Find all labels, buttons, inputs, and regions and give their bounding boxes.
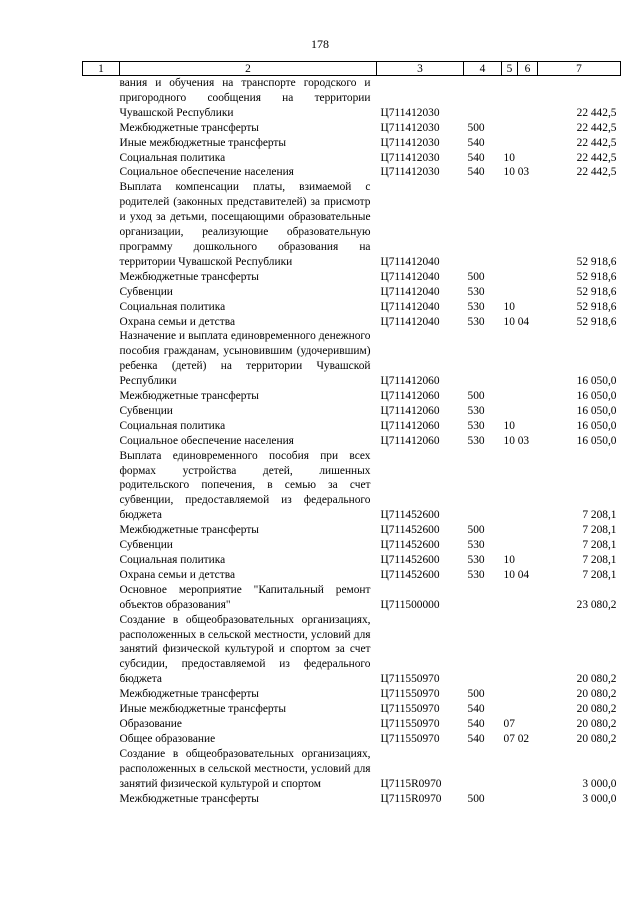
row-expense-type: 540	[467, 166, 485, 179]
row-name: Социальное обеспечение населения	[119, 434, 294, 447]
table-row	[83, 136, 621, 151]
row-expense-type	[464, 583, 502, 613]
row-expense-type	[464, 613, 502, 688]
row-section	[502, 687, 538, 702]
row-sum: 20 080,2	[576, 688, 617, 701]
row-expense-type: 540	[467, 151, 485, 164]
table-row	[83, 568, 621, 583]
row-section	[502, 449, 538, 524]
row-name: Межбюджетные трансферты	[119, 270, 259, 283]
table-row	[83, 538, 621, 553]
row-name: Выплата единовременного пособия при всех формах устройства детей, лишенных родительского попечения, в семью за счет субвенции, предоставляемой из федерального бюджета	[119, 449, 371, 522]
row-expense-type: 530	[467, 419, 485, 432]
row-number-cell	[83, 315, 120, 330]
row-number-cell	[83, 329, 120, 389]
row-code: Ц711452600	[380, 509, 440, 522]
row-number-cell	[83, 121, 120, 136]
header-col-5: 5	[502, 62, 518, 76]
row-number-cell	[83, 687, 120, 702]
row-number-cell	[83, 523, 120, 538]
row-number-cell	[83, 553, 120, 568]
row-expense-type: 530	[467, 300, 485, 313]
row-number-cell	[83, 180, 120, 269]
table-row	[83, 404, 621, 419]
table-row	[83, 702, 621, 717]
row-sum: 7 208,1	[582, 539, 617, 552]
row-number-cell	[83, 404, 120, 419]
row-name: Иные межбюджетные трансферты	[119, 136, 287, 149]
row-code: Ц711412040	[380, 300, 440, 313]
row-sum: 16 050,0	[576, 419, 617, 432]
table-row	[83, 270, 621, 285]
row-sum: 20 080,2	[576, 703, 617, 716]
table-row	[83, 687, 621, 702]
row-section: 10 03	[503, 434, 530, 447]
row-expense-type: 540	[467, 732, 485, 745]
row-code: Ц711412060	[380, 434, 440, 447]
row-code: Ц711452600	[380, 568, 440, 581]
row-section	[502, 136, 538, 151]
row-section	[502, 613, 538, 688]
row-name: Субвенции	[119, 404, 173, 417]
table-row	[83, 285, 621, 300]
header-col-1: 1	[83, 62, 120, 76]
budget-table-container	[82, 61, 620, 806]
table-body	[83, 76, 621, 807]
row-name: Субвенции	[119, 539, 173, 552]
row-section	[502, 404, 538, 419]
row-name: Социальная политика	[119, 151, 226, 164]
row-name: Социальное обеспечение населения	[119, 166, 294, 179]
row-number-cell	[83, 732, 120, 747]
row-sum: 23 080,2	[576, 598, 617, 611]
row-number-cell	[83, 747, 120, 792]
row-expense-type: 500	[467, 524, 485, 537]
table-row	[83, 329, 621, 389]
row-number-cell	[83, 151, 120, 166]
row-sum: 3 000,0	[582, 792, 617, 805]
row-code: Ц711452600	[380, 524, 440, 537]
row-name: Межбюджетные трансферты	[119, 390, 259, 403]
row-number-cell	[83, 165, 120, 180]
row-expense-type: 530	[467, 554, 485, 566]
row-code: Ц711412030	[380, 106, 440, 119]
row-number-cell	[83, 583, 120, 613]
row-expense-type	[464, 449, 502, 524]
row-code: Ц711550970	[380, 688, 440, 701]
row-name: Межбюджетные трансферты	[119, 121, 259, 134]
row-expense-type	[464, 180, 502, 269]
row-number-cell	[83, 285, 120, 300]
table-row	[83, 717, 621, 732]
row-section: 07 02	[503, 732, 530, 745]
row-section	[502, 76, 538, 121]
row-sum: 7 208,1	[582, 568, 617, 581]
row-section	[502, 583, 538, 613]
row-name: Социальная политика	[119, 300, 226, 313]
row-expense-type: 500	[467, 390, 485, 403]
row-expense-type: 540	[467, 717, 485, 730]
row-code: Ц711452600	[380, 539, 440, 552]
row-sum: 20 080,2	[576, 732, 617, 745]
page-number: 178	[311, 37, 329, 51]
row-expense-type	[464, 76, 502, 121]
row-expense-type	[464, 747, 502, 792]
row-expense-type: 540	[467, 136, 485, 149]
row-name: Иные межбюджетные трансферты	[119, 703, 287, 716]
row-expense-type: 530	[467, 434, 485, 447]
row-number-cell	[83, 434, 120, 449]
row-section: 10 03	[503, 166, 530, 179]
row-number-cell	[83, 613, 120, 688]
row-name: Охрана семьи и детства	[119, 568, 235, 581]
row-section: 10 04	[503, 315, 530, 328]
row-section: 07	[503, 717, 515, 730]
table-row	[83, 583, 621, 613]
row-number-cell	[83, 389, 120, 404]
table-row	[83, 419, 621, 434]
row-name: Межбюджетные трансферты	[119, 524, 259, 537]
row-name: Создание в общеобразовательных организациях, расположенных в сельской местности, условий для занятий физической культурой и спортом	[119, 747, 371, 790]
row-code: Ц711412060	[380, 419, 440, 432]
row-name: Назначение и выплата единовременного денежного пособия гражданам, усыновившим (удочерившим) ребенка (детей) на территории Чувашской Республики	[119, 330, 371, 388]
row-sum: 7 208,1	[582, 509, 617, 522]
row-code: Ц711412040	[380, 255, 440, 268]
row-sum: 52 918,6	[576, 300, 617, 313]
row-code: Ц711412040	[380, 285, 440, 298]
table-row	[83, 434, 621, 449]
row-section: 10	[503, 300, 515, 313]
row-section	[502, 747, 538, 792]
table-row	[83, 553, 621, 568]
row-section: 10 04	[503, 568, 530, 581]
row-code: Ц711412030	[380, 166, 440, 179]
row-sum: 52 918,6	[576, 315, 617, 328]
row-code: Ц711550970	[380, 732, 440, 745]
header-col-3: 3	[377, 62, 464, 76]
row-number-cell	[83, 717, 120, 732]
row-name: Межбюджетные трансферты	[119, 792, 259, 805]
table-row	[83, 523, 621, 538]
row-expense-type: 530	[467, 315, 485, 328]
table-row	[83, 151, 621, 166]
row-sum: 7 208,1	[582, 524, 617, 537]
row-sum: 20 080,2	[576, 673, 617, 686]
row-sum: 16 050,0	[576, 390, 617, 403]
table-row	[83, 76, 621, 121]
header-col-2: 2	[120, 62, 377, 76]
row-sum: 22 442,5	[576, 166, 617, 179]
table-row	[83, 732, 621, 747]
row-section	[502, 792, 538, 807]
row-code: Ц711412060	[380, 404, 440, 417]
row-expense-type: 530	[467, 568, 485, 581]
row-number-cell	[83, 270, 120, 285]
row-name: Общее образование	[119, 732, 216, 745]
row-name: Образование	[119, 717, 182, 730]
row-expense-type: 500	[467, 688, 485, 701]
row-sum: 52 918,6	[576, 285, 617, 298]
table-row	[83, 792, 621, 807]
row-sum: 16 050,0	[576, 404, 617, 417]
table-row	[83, 300, 621, 315]
row-section: 10	[503, 554, 515, 566]
row-code: Ц711412030	[380, 121, 440, 134]
table-row	[83, 747, 621, 792]
row-section	[502, 285, 538, 300]
row-expense-type: 500	[467, 121, 485, 134]
row-sum: 22 442,5	[576, 151, 617, 164]
row-name: Выплата компенсации платы, взимаемой с родителей (законных представителей) за присмотр и уход за детьми, посещающими образовательные организации, реализующие образовательную программу дошкольного образования на территории Чувашской Республики	[119, 181, 371, 268]
row-code: Ц711550970	[380, 703, 440, 716]
row-name: Социальная политика	[119, 419, 226, 432]
row-section	[502, 121, 538, 136]
row-sum: 16 050,0	[576, 375, 617, 388]
header-col-7: 7	[538, 62, 621, 76]
table-row	[83, 389, 621, 404]
row-code: Ц711412030	[380, 151, 440, 164]
row-name: вания и обучения на транспорте городского и пригородного сообщения на территории Чувашской Республики	[119, 77, 371, 119]
row-code: Ц711500000	[380, 598, 440, 611]
row-name: Социальная политика	[119, 554, 226, 566]
row-sum: 3 000,0	[582, 777, 617, 790]
row-section	[502, 389, 538, 404]
header-col-4: 4	[464, 62, 502, 76]
row-code: Ц711412040	[380, 315, 440, 328]
header-col-6: 6	[518, 62, 538, 76]
table-row	[83, 180, 621, 269]
row-expense-type	[464, 329, 502, 389]
row-section	[502, 538, 538, 553]
row-code: Ц7115R0970	[380, 792, 442, 805]
row-sum: 16 050,0	[576, 434, 617, 447]
row-section	[502, 180, 538, 269]
row-expense-type: 500	[467, 270, 485, 283]
row-code: Ц711412040	[380, 270, 440, 283]
row-sum: 22 442,5	[576, 106, 617, 119]
row-section: 10	[503, 419, 515, 432]
row-section	[502, 270, 538, 285]
row-number-cell	[83, 300, 120, 315]
row-number-cell	[83, 449, 120, 524]
table-row	[83, 449, 621, 524]
row-expense-type: 530	[467, 539, 485, 552]
row-sum: 7 208,1	[582, 554, 617, 566]
row-sum: 20 080,2	[576, 717, 617, 730]
budget-table	[82, 61, 621, 806]
row-code: Ц711412030	[380, 136, 440, 149]
row-expense-type: 540	[467, 703, 485, 716]
row-sum: 52 918,6	[576, 270, 617, 283]
row-code: Ц711550970	[380, 717, 440, 730]
row-expense-type: 530	[467, 404, 485, 417]
row-number-cell	[83, 538, 120, 553]
row-code: Ц711452600	[380, 554, 440, 566]
row-expense-type: 530	[467, 285, 485, 298]
row-sum: 52 918,6	[576, 255, 617, 268]
row-name: Охрана семьи и детства	[119, 315, 235, 328]
table-header-row	[83, 62, 621, 76]
row-code: Ц711412060	[380, 390, 440, 403]
row-section	[502, 702, 538, 717]
table-row	[83, 121, 621, 136]
row-number-cell	[83, 419, 120, 434]
table-row	[83, 165, 621, 180]
row-section: 10	[503, 151, 515, 164]
row-number-cell	[83, 136, 120, 151]
row-name: Создание в общеобразовательных организациях, расположенных в сельской местности, условий для занятий физической культурой и спортом за счет субсидии, предоставляемой из федерального бюджета	[119, 613, 371, 686]
row-number-cell	[83, 76, 120, 121]
table-row	[83, 315, 621, 330]
row-name: Межбюджетные трансферты	[119, 688, 259, 701]
row-name: Субвенции	[119, 285, 173, 298]
row-number-cell	[83, 792, 120, 807]
row-code: Ц711412060	[380, 375, 440, 388]
row-sum: 22 442,5	[576, 121, 617, 134]
row-code: Ц7115R0970	[380, 777, 442, 790]
row-name: Основное мероприятие "Капитальный ремонт объектов образования"	[119, 583, 371, 611]
table-row	[83, 613, 621, 688]
row-sum: 22 442,5	[576, 136, 617, 149]
row-section	[502, 523, 538, 538]
row-code: Ц711550970	[380, 673, 440, 686]
row-expense-type: 500	[467, 792, 485, 805]
row-number-cell	[83, 702, 120, 717]
row-number-cell	[83, 568, 120, 583]
row-section	[502, 329, 538, 389]
